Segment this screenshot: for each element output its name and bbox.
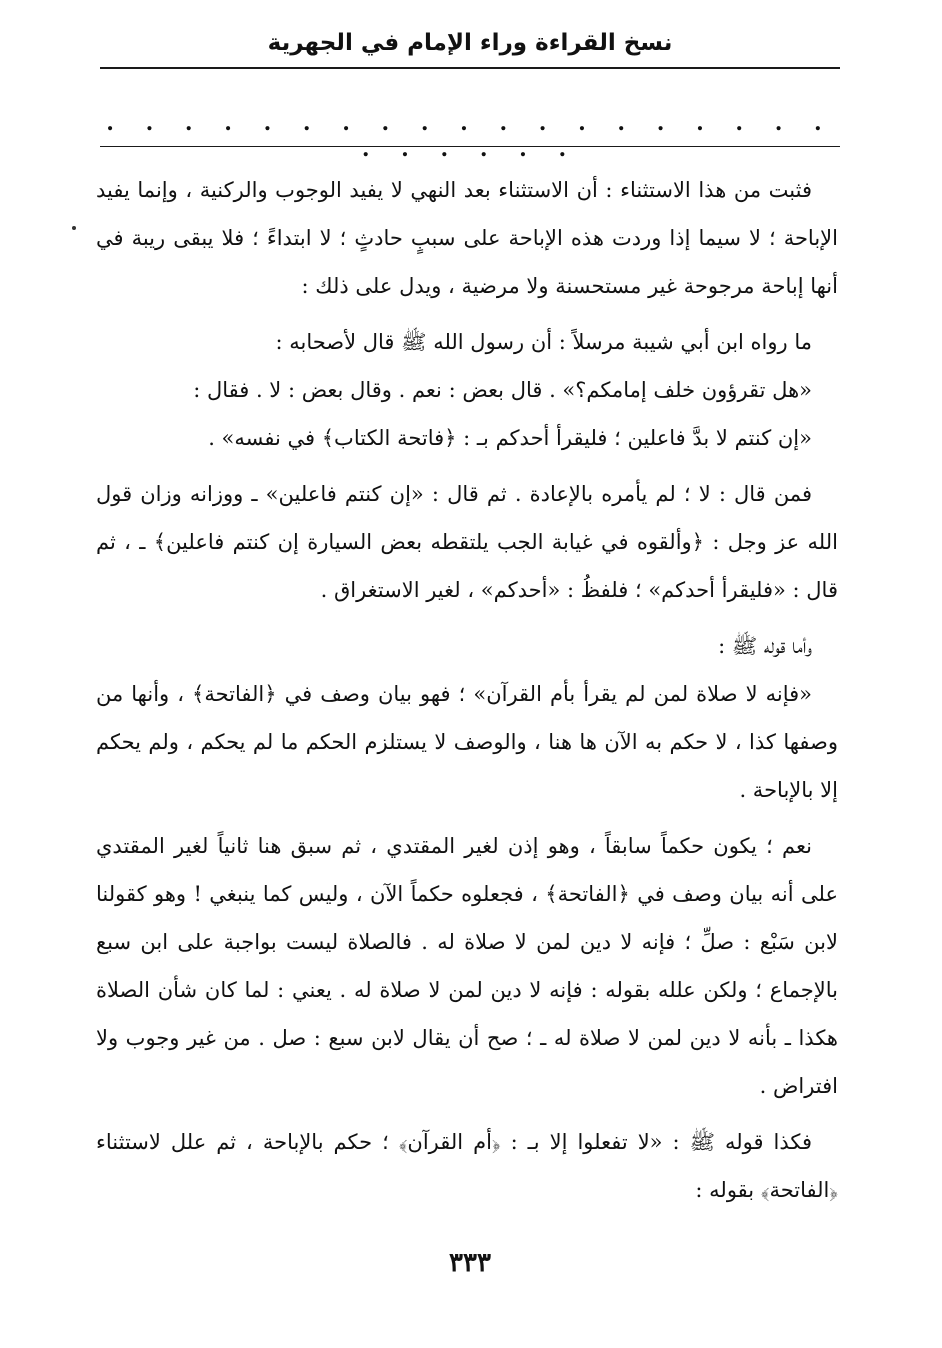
paragraph-4: «إن كنتم لا بدَّ فاعلين ؛ فليقرأ أحدكم بـ : ﴿فاتحة الكتاب﴾ في نفسه» . — [208, 426, 812, 450]
paragraph-3: «هل تقرؤون خلف إمامكم؟» . قال بعض : نعم . وقال بعض : لا . فقال : — [193, 378, 812, 402]
scan-speck — [72, 226, 76, 230]
paragraph-2: ما رواه ابن أبي شيبة مرسلاً : أن رسول الله ﷺ قال لأصحابه : — [275, 330, 812, 354]
paragraph-6: وأما قوله ﷺ : — [718, 634, 812, 658]
paragraph-9: فكذا قوله ﷺ : «لا تفعلوا إلا بـ : ﴿أم القرآن﴾ ؛ حكم بالإباحة ، ثم علل لاستثناء ﴿الفاتحة﴾ بقوله : — [96, 1130, 838, 1202]
dotted-separator: . . . . . . . . . . . . . . . . . . . . . . . . . — [106, 110, 834, 162]
paragraph-8: نعم ؛ يكون حكماً سابقاً ، وهو إذن لغير المقتدي ، ثم سبق هنا ثانياً لغير المقتدي على أنه بيان وصف في ﴿الفاتحة﴾ ، فجعلوه حكماً الآن ، وليس كما ينبغي ! وهو كقولنا لابن سَبْع : صلِّ ؛ فإنه لا دين لمن لا صلاة له . فالصلاة ليست بواجبة على ابن سبع بالإجماع ؛ ولكن علله بقوله : فإنه لا دين لمن لا صلاة له . يعني : لما كان شأن الصلاة هكذا ـ بأنه لا دين لمن لا صلاة له ـ ؛ صح أن يقال لابن سبع : صل . من غير وجوب ولا افتراض . — [96, 834, 838, 1098]
body-text — [96, 166, 838, 1214]
running-header-title: نسخ القراءة وراء الإمام في الجهرية — [267, 30, 673, 56]
paragraph-5: فمن قال : لا ؛ لم يأمره بالإعادة . ثم قال : «إن كنتم فاعلين» ـ ووزانه وزان قول الله عز وجل : ﴿وألقوه في غيابة الجب يلتقطه بعض السيارة إن كنتم فاعلين﴾ ـ ، ثم قال : «فليقرأ أحدكم» ؛ فلفظُ : «أحدكم» ، لغير الاستغراق . — [96, 482, 838, 602]
separator-rule — [100, 146, 840, 147]
paragraph-1: فثبت من هذا الاستثناء : أن الاستثناء بعد النهي لا يفيد الوجوب والركنية ، وإنما يفيد الإباحة ؛ لا سيما إذا وردت هذه الإباحة على سببٍ حادثٍ ؛ لا ابتداءً ؛ فلا يبقى ريبة في أنها إباحة مرجوحة غير مستحسنة ولا مرضية ، ويدل على ذلك : — [96, 178, 838, 298]
page-number: ٣٣٣ — [449, 1248, 491, 1278]
paragraph-7: «فإنه لا صلاة لمن لم يقرأ بأم القرآن» ؛ فهو بيان وصف في ﴿الفاتحة﴾ ، وأنها من وصفها كذا ، لا حكم به الآن ها هنا ، والوصف لا يستلزم الحكم ما لم يحكم ، ولم يحكم إلا بالإباحة . — [96, 682, 838, 802]
header-rule — [100, 67, 840, 69]
